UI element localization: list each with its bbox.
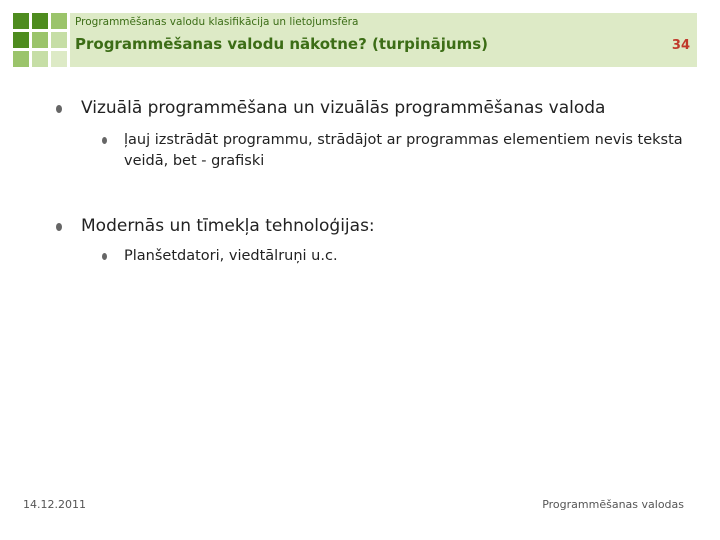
slide-subtitle: Programmēšanas valodu klasifikācija un lietojumsfēra	[75, 16, 359, 28]
logo-grid	[13, 13, 67, 67]
bullet-modern-technologies	[56, 215, 375, 237]
sub-bullet-text: Planšetdatori, viedtālruņi u.c.	[124, 248, 338, 264]
bullet-visual-programming	[56, 97, 605, 119]
bullet-dot-icon	[102, 253, 107, 260]
logo-square	[13, 51, 29, 67]
logo-square	[32, 51, 48, 67]
sub-bullet-text: ļauj izstrādāt programmu, strādājot ar programmas elementiem nevis teksta veidā, bet - grafiski	[124, 132, 683, 169]
logo-square	[32, 13, 48, 29]
sub-bullet-devices	[102, 246, 338, 267]
logo-square	[51, 51, 67, 67]
bullet-dot-icon	[102, 137, 107, 144]
bullet-text: Vizuālā programmēšana un vizuālās programmēšanas valoda	[81, 98, 606, 118]
bullet-dot-icon	[56, 223, 62, 231]
footer-title: Programmēšanas valodas	[542, 498, 684, 511]
slide-title: Programmēšanas valodu nākotne? (turpinājums)	[75, 35, 489, 53]
logo-square	[51, 13, 67, 29]
footer-date: 14.12.2011	[23, 498, 86, 511]
logo-square	[13, 13, 29, 29]
logo-square	[51, 32, 67, 48]
bullet-text: Modernās un tīmekļa tehnoloģijas:	[81, 216, 375, 236]
logo-square	[32, 32, 48, 48]
bullet-dot-icon	[56, 105, 62, 113]
logo-square	[13, 32, 29, 48]
sub-bullet-visual-programming	[102, 130, 684, 172]
slide-number: 34	[671, 38, 690, 53]
